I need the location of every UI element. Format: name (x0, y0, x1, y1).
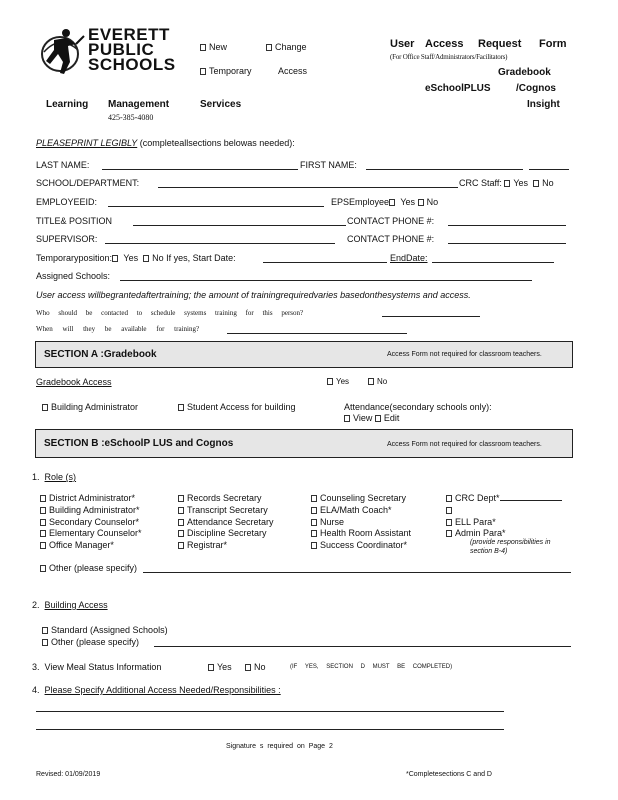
role-option[interactable] (446, 517, 562, 529)
role-label: ELL Para* (455, 516, 496, 527)
meal-no-option[interactable] (245, 662, 266, 672)
system-gradebook: Gradebook (498, 67, 551, 78)
checkbox[interactable] (311, 542, 317, 549)
school-dept-label: SCHOOL/DEPARTMENT: (36, 178, 140, 188)
supervisor-field[interactable] (105, 243, 335, 244)
student-access-option[interactable] (178, 402, 296, 412)
building-access-number: 2. (32, 600, 40, 610)
first-name-label: FIRST NAME: (300, 160, 357, 170)
eps-no-checkbox[interactable] (418, 199, 424, 206)
yes-label: Yes (123, 253, 139, 263)
roles-column-2 (178, 493, 274, 552)
first-name-field[interactable] (366, 169, 523, 170)
section-a-header (35, 341, 573, 368)
checkbox[interactable] (42, 639, 48, 646)
additional-label: Please Specify Additional Access Needed/Responsibilities : (44, 685, 281, 695)
checkbox[interactable] (178, 530, 184, 537)
view-checkbox[interactable] (344, 415, 350, 422)
crc-dept-field[interactable] (500, 500, 562, 501)
checkbox[interactable] (446, 530, 452, 537)
meal-status-label: View Meal Status Information (44, 662, 162, 672)
no-label: No (426, 197, 439, 207)
dept-name-3: Services (200, 99, 242, 110)
contact-phone-field[interactable] (448, 225, 566, 226)
section-b-note: Access Form not required for classroom teachers. (387, 441, 542, 448)
when-available-label: When will they be available for training? (36, 325, 200, 333)
instructions-note: (completeallsections belowas needed): (137, 138, 295, 148)
role-option[interactable] (40, 540, 142, 552)
form-subtitle: (For Office Staff/Administrators/Facilitators) (390, 53, 508, 61)
role-option[interactable] (40, 505, 142, 517)
gradebook-yes-option[interactable] (327, 377, 349, 386)
checkbox[interactable] (42, 627, 48, 634)
standard-access-label: Standard (Assigned Schools) (51, 625, 168, 635)
print-legibly: PLEASEPRINT LEGIBLY (36, 138, 138, 148)
role-label: ELA/Math Coach* (320, 504, 392, 515)
role-option[interactable] (178, 517, 274, 529)
employee-id-label: EMPLOYEEID: (36, 197, 98, 207)
signature-note: Signature s required on Page 2 (226, 743, 333, 750)
additional-line-2[interactable] (36, 729, 504, 730)
title-word-1: User (390, 38, 415, 50)
supervisor-phone-label: CONTACT PHONE #: (347, 234, 435, 244)
checkbox[interactable] (178, 519, 184, 526)
role-other-label: Other (please specify) (49, 563, 138, 573)
system-insight: Insight (527, 99, 560, 110)
yes-label: Yes (336, 377, 350, 386)
checkbox[interactable] (446, 507, 452, 514)
role-option[interactable] (446, 493, 562, 505)
role-other-option[interactable] (40, 563, 137, 573)
role-option[interactable] (178, 540, 274, 552)
supervisor-label: SUPERVISOR: (36, 234, 98, 244)
role-label: District Administrator* (49, 493, 136, 503)
gradebook-access-label: Gradebook Access (36, 377, 112, 387)
last-name-label: LAST NAME: (36, 160, 90, 170)
roles-title: Role (s) (44, 472, 77, 482)
temp-yes-checkbox[interactable] (112, 255, 118, 262)
title-word-4: Form (539, 38, 567, 50)
section-a-note: Access Form not required for classroom teachers. (387, 351, 542, 358)
form-title (390, 38, 414, 50)
when-available-field[interactable] (227, 333, 407, 334)
logo-line-3: SCHOOLS (88, 55, 176, 74)
title-word-3: Request (478, 38, 522, 50)
checkbox[interactable] (446, 495, 452, 502)
meal-status-note: (IF YES, SECTION D MUST BE COMPLETED) (290, 664, 453, 670)
yes-label: Yes (217, 662, 232, 672)
checkbox[interactable] (200, 44, 206, 51)
role-option[interactable] (311, 517, 411, 529)
role-label: Records Secretary (187, 493, 262, 503)
edit-checkbox[interactable] (375, 415, 381, 422)
yes-label: Yes (513, 178, 529, 188)
meal-status-number: 3. (32, 662, 40, 672)
checkbox[interactable] (178, 404, 184, 411)
new-label: New (209, 42, 228, 52)
roles-column-3 (311, 493, 411, 552)
checkbox[interactable] (178, 495, 184, 502)
yes-label: Yes (400, 197, 416, 207)
role-option[interactable] (178, 528, 274, 540)
district-logo (40, 24, 85, 79)
checkbox[interactable] (311, 507, 317, 514)
supervisor-phone-field[interactable] (448, 243, 566, 244)
crc-yes-checkbox[interactable] (504, 180, 510, 187)
end-date-label: EndDate: (390, 253, 428, 263)
role-option[interactable] (311, 528, 411, 540)
school-dept-field[interactable] (158, 187, 458, 188)
temporary-position-label: Temporaryposition: (36, 253, 113, 263)
no-label: No (254, 662, 266, 672)
edit-label: Edit (383, 413, 400, 423)
role-label: Secondary Counselor* (49, 516, 140, 527)
no-label: No (377, 377, 388, 386)
role-label: Counseling Secretary (320, 493, 407, 503)
roles-column-4 (446, 493, 562, 540)
role-option[interactable] (178, 505, 274, 517)
checkbox[interactable] (42, 404, 48, 411)
building-access-heading (32, 600, 108, 610)
section-b-header (35, 429, 573, 458)
role-label: Registrar* (187, 540, 228, 551)
crc-staff (459, 178, 554, 188)
role-option[interactable] (311, 540, 411, 552)
checkbox[interactable] (208, 664, 214, 671)
access-label: Access (278, 66, 308, 76)
temporary-access-option[interactable] (200, 66, 252, 76)
role-label: Attendance Secretary (187, 516, 274, 527)
crc-no-checkbox[interactable] (533, 180, 539, 187)
gradebook-no-option[interactable] (368, 377, 387, 386)
admin-para-note-line-2: section B-4) (470, 548, 508, 555)
assigned-schools-label: Assigned Schools: (36, 271, 111, 281)
role-option[interactable] (178, 493, 274, 505)
assigned-schools-field[interactable] (120, 280, 532, 281)
building-admin-label: Building Administrator (51, 402, 139, 412)
role-label: CRC Dept* (455, 493, 500, 503)
checkbox[interactable] (245, 664, 251, 671)
attendance-label: Attendance(secondary schools only): (344, 402, 492, 412)
meal-yes-option[interactable] (208, 662, 232, 672)
system-cognos: /Cognos (516, 83, 556, 94)
crc-staff-label: CRC Staff: (459, 178, 502, 188)
role-label: Health Room Assistant (320, 528, 412, 539)
middle-initial-field[interactable] (529, 169, 569, 170)
role-option[interactable] (40, 528, 142, 540)
new-request-option[interactable] (200, 42, 227, 52)
dept-name-2: Management (108, 99, 170, 110)
role-label: Discipline Secretary (187, 528, 267, 539)
role-label: Success Coordinator* (320, 540, 408, 551)
temporary-label: Temporary (209, 66, 252, 76)
checkbox[interactable] (311, 530, 317, 537)
checkbox[interactable] (178, 507, 184, 514)
role-label: Elementary Counselor* (49, 528, 142, 539)
meal-status-row (32, 662, 161, 672)
title-position-label: TITLE& POSITION (36, 216, 113, 226)
complete-sections-note: *Completesections C and D (406, 771, 492, 778)
additional-access-heading (32, 685, 281, 695)
print-instructions (36, 138, 295, 148)
section-a-title: SECTION A :Gradebook (44, 349, 157, 360)
title-word-2: Access (425, 38, 464, 50)
section-b-title: SECTION B :eSchoolP LUS and Cognos (44, 438, 234, 449)
standard-access-option[interactable] (42, 625, 168, 635)
employee-id-field[interactable] (108, 206, 324, 207)
roles-number: 1. (32, 472, 40, 482)
role-option[interactable] (446, 505, 562, 517)
last-name-field[interactable] (102, 169, 298, 170)
role-label: Office Manager* (49, 540, 114, 551)
logo-text (88, 27, 176, 72)
roles-column-1 (40, 493, 142, 552)
checkbox[interactable] (40, 495, 46, 502)
system-eschoolplus: eSchoolPLUS (425, 83, 491, 94)
building-admin-option[interactable] (42, 402, 138, 412)
eps-employee (331, 197, 438, 207)
role-option[interactable] (40, 493, 142, 505)
role-label: Nurse (320, 516, 345, 527)
student-access-label: Student Access for building (187, 402, 296, 412)
checkbox[interactable] (40, 519, 46, 526)
who-contacted-label: Who should be contacted to schedule systems training for this person? (36, 309, 304, 317)
start-date-label: No If yes, Start Date: (152, 253, 236, 263)
dept-name-1: Learning (46, 99, 89, 110)
attendance-options (344, 413, 399, 423)
contact-phone-label: CONTACT PHONE #: (347, 216, 435, 226)
building-access-title: Building Access (44, 600, 108, 610)
eps-employee-label: EPSEmployee (331, 197, 390, 207)
no-label: No (542, 178, 554, 188)
role-option[interactable] (311, 505, 411, 517)
checkbox[interactable] (327, 378, 333, 385)
role-label: Admin Para* (455, 528, 506, 539)
other-access-field[interactable] (154, 646, 571, 647)
role-option[interactable] (40, 517, 142, 529)
checkbox[interactable] (40, 542, 46, 549)
start-date-field[interactable] (263, 262, 387, 263)
additional-line-1[interactable] (36, 711, 504, 712)
end-date-field[interactable] (432, 262, 554, 263)
role-label: Building Administrator* (49, 504, 140, 515)
who-contacted-field[interactable] (382, 316, 480, 317)
other-access-label: Other (please specify) (51, 637, 140, 647)
checkbox[interactable] (200, 68, 206, 75)
role-label: Transcript Secretary (187, 504, 268, 515)
eps-yes-checkbox[interactable] (389, 199, 395, 206)
role-option[interactable] (311, 493, 411, 505)
temporary-position (36, 253, 236, 263)
roles-heading (32, 472, 76, 482)
additional-number: 4. (32, 685, 40, 695)
logo-line-2: PUBLIC (88, 40, 155, 59)
admin-para-note-line-1: (provide responsibilities in (470, 539, 551, 546)
role-other-field[interactable] (143, 572, 571, 573)
training-note: User access willbegrantedaftertraining; the amount of trainingrequiredvaries basedonthesystems and access. (36, 290, 471, 300)
logo-line-1: EVERETT (88, 25, 170, 44)
admin-para-note (470, 538, 551, 556)
view-label: View (353, 413, 373, 423)
checkbox[interactable] (266, 44, 272, 51)
checkbox[interactable] (40, 530, 46, 537)
revised-date: Revised: 01/09/2019 (36, 771, 101, 778)
change-request-option[interactable] (266, 42, 307, 52)
title-position-field[interactable] (133, 225, 346, 226)
checkbox[interactable] (311, 519, 317, 526)
checkbox[interactable] (40, 507, 46, 514)
temp-no-checkbox[interactable] (143, 255, 149, 262)
checkbox[interactable] (178, 542, 184, 549)
change-label: Change (275, 42, 307, 52)
other-access-option[interactable] (42, 637, 139, 647)
dept-phone: 425-385-4080 (108, 113, 154, 122)
checkbox[interactable] (368, 378, 374, 385)
checkbox[interactable] (40, 565, 46, 572)
checkbox[interactable] (311, 495, 317, 502)
checkbox[interactable] (446, 519, 452, 526)
